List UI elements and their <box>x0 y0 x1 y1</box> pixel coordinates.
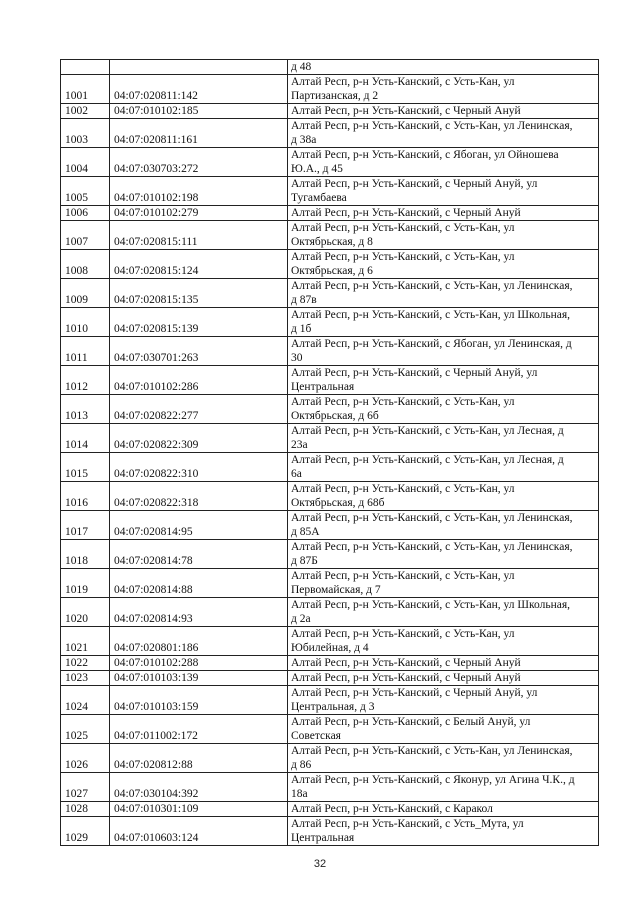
cadastral-number-cell: 04:07:020814:93 <box>110 598 288 627</box>
address-line: Алтай Респ, р-н Усть-Канский, с Усть-Кан, ул <box>291 251 515 263</box>
address-line: Алтай Респ, р-н Усть-Канский, с Черный Ануй <box>291 672 521 684</box>
cadastral-number-cell: 04:07:010102:279 <box>110 206 288 221</box>
cadastral-number-cell: 04:07:020811:142 <box>110 75 288 104</box>
registry-table-body <box>61 60 599 846</box>
table-row <box>61 598 599 627</box>
address-cell <box>288 671 599 686</box>
table-row <box>61 686 599 715</box>
row-number-cell: 1022 <box>61 656 110 671</box>
row-number-cell: 1002 <box>61 104 110 119</box>
row-number-cell: 1023 <box>61 671 110 686</box>
address-cell <box>288 744 599 773</box>
row-number-cell: 1013 <box>61 395 110 424</box>
registry-table <box>60 59 599 846</box>
address-line: Октябрьская, д 6б <box>291 410 379 422</box>
address-line: Алтай Респ, р-н Усть-Канский, с Усть-Кан, ул Ленинская, <box>291 120 573 132</box>
address-line: д 86 <box>291 759 312 771</box>
table-row <box>61 206 599 221</box>
table-row <box>61 482 599 511</box>
address-line: д 1б <box>291 323 312 335</box>
row-number-cell: 1009 <box>61 279 110 308</box>
table-row <box>61 773 599 802</box>
address-line: Алтай Респ, р-н Усть-Канский, с Усть-Кан, ул <box>291 483 515 495</box>
cadastral-number-cell: 04:07:010301:109 <box>110 802 288 817</box>
address-line: Алтай Респ, р-н Усть-Канский, с Усть-Кан, ул Ленинская, <box>291 280 573 292</box>
address-line: Алтай Респ, р-н Усть-Канский, с Черный Ануй, ул <box>291 687 538 699</box>
address-line: Алтай Респ, р-н Усть-Канский, с Яконур, ул Агина Ч.К., д <box>291 774 575 786</box>
row-number-cell: 1021 <box>61 627 110 656</box>
cadastral-number-cell <box>110 60 288 75</box>
address-line: Октябрьская, д 6 <box>291 265 373 277</box>
address-cell <box>288 366 599 395</box>
cadastral-number-cell: 04:07:020811:161 <box>110 119 288 148</box>
row-number-cell <box>61 60 110 75</box>
table-row <box>61 744 599 773</box>
address-line: Алтай Респ, р-н Усть-Канский, с Усть-Кан, ул Школьная, <box>291 309 571 321</box>
address-line: Алтай Респ, р-н Усть-Канский, с Усть-Кан, ул Лесная, д <box>291 454 564 466</box>
address-cell <box>288 627 599 656</box>
row-number-cell: 1020 <box>61 598 110 627</box>
address-line: Октябрьская, д 8 <box>291 236 373 248</box>
address-line: Тугамбаева <box>291 192 347 204</box>
address-line: 23а <box>291 439 308 451</box>
row-number-cell: 1015 <box>61 453 110 482</box>
address-line: д 87Б <box>291 555 318 567</box>
address-cell <box>288 511 599 540</box>
address-cell <box>288 540 599 569</box>
table-row <box>61 366 599 395</box>
cadastral-number-cell: 04:07:030703:272 <box>110 148 288 177</box>
address-cell <box>288 250 599 279</box>
table-row <box>61 656 599 671</box>
row-number-cell: 1018 <box>61 540 110 569</box>
row-number-cell: 1005 <box>61 177 110 206</box>
row-number-cell: 1014 <box>61 424 110 453</box>
row-number-cell: 1019 <box>61 569 110 598</box>
table-row <box>61 671 599 686</box>
address-cell <box>288 104 599 119</box>
table-row <box>61 569 599 598</box>
address-cell <box>288 221 599 250</box>
address-line: Алтай Респ, р-н Усть-Канский, с Усть-Кан, ул <box>291 222 515 234</box>
table-row <box>61 540 599 569</box>
cadastral-number-cell: 04:07:020812:88 <box>110 744 288 773</box>
row-number-cell: 1004 <box>61 148 110 177</box>
table-row <box>61 715 599 744</box>
table-row <box>61 395 599 424</box>
address-line: Первомайская, д 7 <box>291 584 381 596</box>
table-row <box>61 177 599 206</box>
table-row <box>61 104 599 119</box>
address-line: Алтай Респ, р-н Усть-Канский, с Усть-Кан, ул Ленинская, <box>291 745 573 757</box>
row-number-cell: 1006 <box>61 206 110 221</box>
address-line: д 2а <box>291 613 311 625</box>
address-cell <box>288 395 599 424</box>
row-number-cell: 1001 <box>61 75 110 104</box>
address-line: д 87в <box>291 294 317 306</box>
address-cell <box>288 75 599 104</box>
address-line: Алтай Респ, р-н Усть-Канский, с Каракол <box>291 803 493 815</box>
address-line: Алтай Респ, р-н Усть-Канский, с Усть-Кан, ул <box>291 570 515 582</box>
address-line: Ю.А., д 45 <box>291 163 343 175</box>
row-number-cell: 1016 <box>61 482 110 511</box>
cadastral-number-cell: 04:07:020815:135 <box>110 279 288 308</box>
cadastral-number-cell: 04:07:020814:95 <box>110 511 288 540</box>
table-row <box>61 817 599 846</box>
cadastral-number-cell: 04:07:020815:111 <box>110 221 288 250</box>
row-number-cell: 1028 <box>61 802 110 817</box>
address-line: д 48 <box>291 61 312 73</box>
address-cell <box>288 279 599 308</box>
table-row <box>61 627 599 656</box>
address-cell <box>288 686 599 715</box>
row-number-cell: 1029 <box>61 817 110 846</box>
cadastral-number-cell: 04:07:010102:185 <box>110 104 288 119</box>
address-line: Центральная <box>291 832 355 844</box>
address-line: Алтай Респ, р-н Усть-Канский, с Белый Ануй, ул <box>291 716 531 728</box>
address-cell <box>288 773 599 802</box>
cadastral-number-cell: 04:07:020815:139 <box>110 308 288 337</box>
address-line: Алтай Респ, р-н Усть-Канский, с Ябоган, ул Ойношева <box>291 149 559 161</box>
table-row <box>61 60 599 75</box>
address-line: Октябрьская, д 68б <box>291 497 385 509</box>
cadastral-number-cell: 04:07:020822:277 <box>110 395 288 424</box>
cadastral-number-cell: 04:07:020814:88 <box>110 569 288 598</box>
address-cell <box>288 308 599 337</box>
address-line: Юбилейная, д 4 <box>291 642 369 654</box>
cadastral-number-cell: 04:07:030701:263 <box>110 337 288 366</box>
address-line: Алтай Респ, р-н Усть-Канский, с Усть-Кан, ул <box>291 628 515 640</box>
address-line: Алтай Респ, р-н Усть-Канский, с Усть-Кан, ул Лесная, д <box>291 425 564 437</box>
address-line: Центральная, д 3 <box>291 701 375 713</box>
address-line: Алтай Респ, р-н Усть-Канский, с Усть_Мута, ул <box>291 818 524 830</box>
address-line: Алтай Респ, р-н Усть-Канский, с Усть-Кан, ул <box>291 76 515 88</box>
cadastral-number-cell: 04:07:020822:309 <box>110 424 288 453</box>
cadastral-number-cell: 04:07:010102:288 <box>110 656 288 671</box>
cadastral-number-cell: 04:07:020814:78 <box>110 540 288 569</box>
address-line: Алтай Респ, р-н Усть-Канский, с Черный Ануй <box>291 207 521 219</box>
table-row <box>61 221 599 250</box>
address-cell <box>288 569 599 598</box>
address-cell <box>288 453 599 482</box>
address-line: Алтай Респ, р-н Усть-Канский, с Черный Ануй <box>291 657 521 669</box>
address-line: Алтай Респ, р-н Усть-Канский, с Черный Ануй <box>291 105 521 117</box>
row-number-cell: 1027 <box>61 773 110 802</box>
table-row <box>61 802 599 817</box>
address-cell <box>288 119 599 148</box>
address-line: Алтай Респ, р-н Усть-Канский, с Ябоган, ул Ленинская, д <box>291 338 572 350</box>
row-number-cell: 1008 <box>61 250 110 279</box>
table-row <box>61 75 599 104</box>
address-line: д 85А <box>291 526 320 538</box>
address-line: Алтай Респ, р-н Усть-Канский, с Усть-Кан, ул <box>291 396 515 408</box>
table-row <box>61 308 599 337</box>
cadastral-number-cell: 04:07:020801:186 <box>110 627 288 656</box>
cadastral-number-cell: 04:07:010102:286 <box>110 366 288 395</box>
address-cell <box>288 60 599 75</box>
address-cell <box>288 817 599 846</box>
address-cell <box>288 802 599 817</box>
cadastral-number-cell: 04:07:030104:392 <box>110 773 288 802</box>
row-number-cell: 1007 <box>61 221 110 250</box>
cadastral-number-cell: 04:07:010603:124 <box>110 817 288 846</box>
cadastral-number-cell: 04:07:010102:198 <box>110 177 288 206</box>
address-line: 6а <box>291 468 302 480</box>
address-cell <box>288 715 599 744</box>
table-row <box>61 511 599 540</box>
address-line: Центральная <box>291 381 355 393</box>
table-row <box>61 453 599 482</box>
table-row <box>61 119 599 148</box>
row-number-cell: 1011 <box>61 337 110 366</box>
cadastral-number-cell: 04:07:010103:139 <box>110 671 288 686</box>
row-number-cell: 1026 <box>61 744 110 773</box>
address-cell <box>288 148 599 177</box>
address-line: Партизанская, д 2 <box>291 90 379 102</box>
table-row <box>61 148 599 177</box>
address-cell <box>288 206 599 221</box>
address-line: Советская <box>291 730 341 742</box>
table-row <box>61 279 599 308</box>
cadastral-number-cell: 04:07:011002:172 <box>110 715 288 744</box>
address-cell <box>288 337 599 366</box>
table-row <box>61 424 599 453</box>
row-number-cell: 1025 <box>61 715 110 744</box>
address-line: Алтай Респ, р-н Усть-Канский, с Черный Ануй, ул <box>291 367 538 379</box>
cadastral-number-cell: 04:07:010103:159 <box>110 686 288 715</box>
address-line: д 38а <box>291 134 317 146</box>
address-line: 18а <box>291 788 308 800</box>
cadastral-number-cell: 04:07:020815:124 <box>110 250 288 279</box>
address-cell <box>288 177 599 206</box>
address-cell <box>288 656 599 671</box>
address-line: Алтай Респ, р-н Усть-Канский, с Черный Ануй, ул <box>291 178 538 190</box>
address-line: Алтай Респ, р-н Усть-Канский, с Усть-Кан, ул Школьная, <box>291 599 571 611</box>
table-row <box>61 250 599 279</box>
address-cell <box>288 482 599 511</box>
cadastral-number-cell: 04:07:020822:318 <box>110 482 288 511</box>
address-line: 30 <box>291 352 303 364</box>
row-number-cell: 1010 <box>61 308 110 337</box>
row-number-cell: 1017 <box>61 511 110 540</box>
address-line: Алтай Респ, р-н Усть-Канский, с Усть-Кан, ул Ленинская, <box>291 512 573 524</box>
cadastral-number-cell: 04:07:020822:310 <box>110 453 288 482</box>
table-row <box>61 337 599 366</box>
address-cell <box>288 424 599 453</box>
row-number-cell: 1012 <box>61 366 110 395</box>
row-number-cell: 1024 <box>61 686 110 715</box>
address-cell <box>288 598 599 627</box>
page-number: 32 <box>313 858 327 870</box>
row-number-cell: 1003 <box>61 119 110 148</box>
address-line: Алтай Респ, р-н Усть-Канский, с Усть-Кан, ул Ленинская, <box>291 541 573 553</box>
